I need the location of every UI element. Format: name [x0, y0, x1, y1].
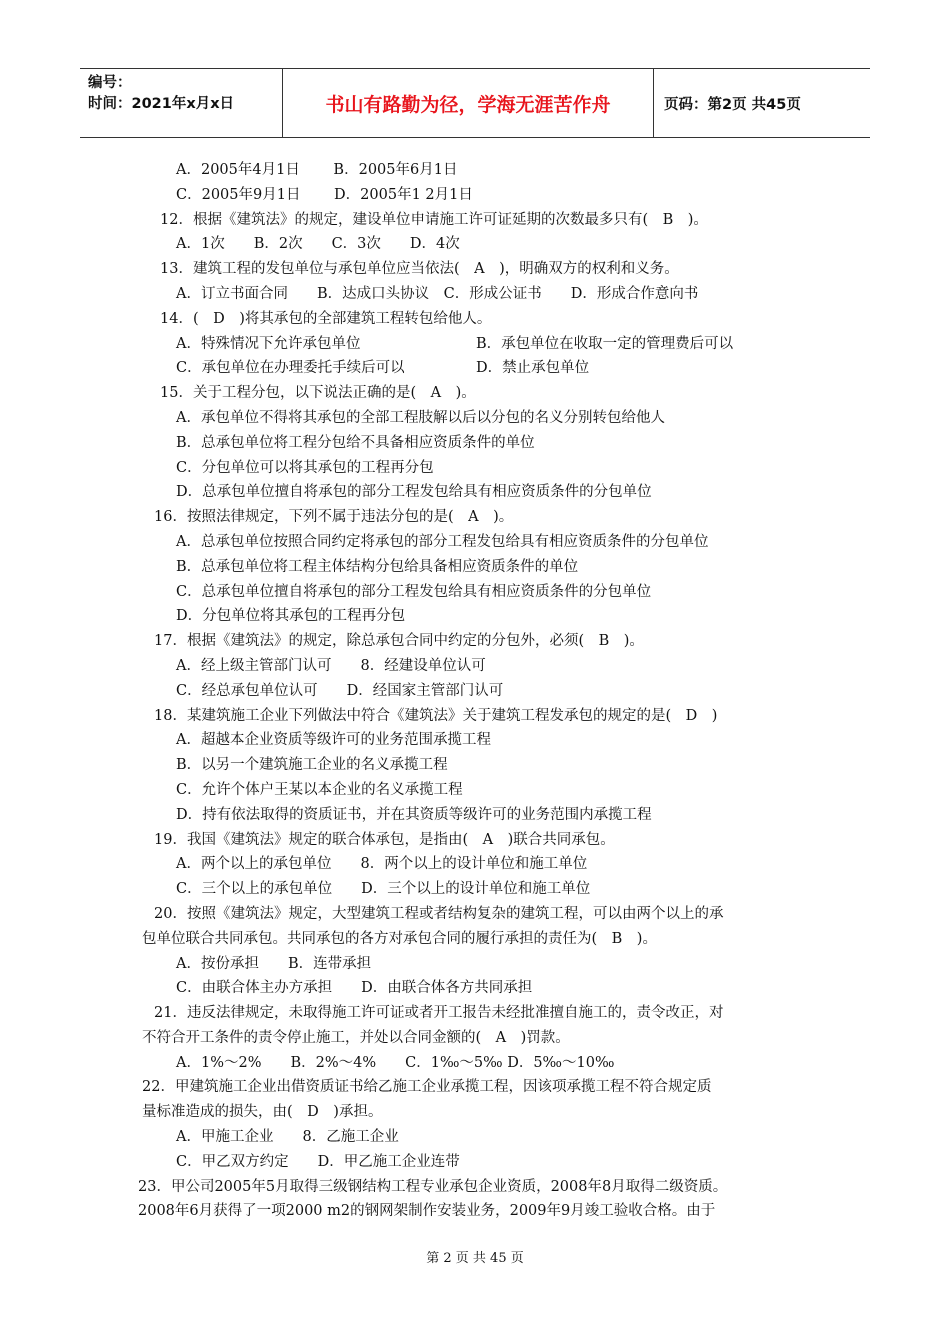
option-a: A．特殊情况下允许承包单位: [176, 335, 361, 352]
question-line: 不符合开工条件的责令停止施工，并处以合同金额的( A )罚款。: [142, 1029, 570, 1046]
option-line: D．持有依法取得的资质证书，并在其资质等级许可的业务范围内承揽工程: [176, 806, 652, 823]
option-line: B．总承包单位将工程分包给不具备相应资质条件的单位: [176, 434, 535, 451]
option-line: A．2005年4月1日 B．2005年6月1日: [176, 162, 458, 178]
option-line: B．以另一个建筑施工企业的名义承揽工程: [176, 757, 448, 774]
option-line: [142, 332, 842, 357]
option-line: C．甲乙双方约定 D．甲乙施工企业连带: [176, 1153, 460, 1170]
option-line: A．按份承担 B．连带承担: [176, 955, 372, 972]
question-line: 18．某建筑施工企业下列做法中符合《建筑法》关于建筑工程发承包的规定的是( D ): [154, 707, 718, 724]
page-footer: 第 2 页 共 45 页: [426, 1251, 524, 1266]
question-line: 量标准造成的损失，由( D )承担。: [142, 1104, 383, 1121]
question-line: 包单位联合共同承包。共同承包的各方对承包合同的履行承担的责任为( B )。: [142, 930, 657, 947]
option-c: C．承包单位在办理委托手续后可以: [176, 360, 405, 377]
document-body: [138, 158, 842, 1224]
question-line: 15．关于工程分包，以下说法正确的是( A )。: [160, 385, 476, 402]
option-b: B．承包单位在收取一定的管理费后可以: [476, 335, 734, 352]
question-line: 13．建筑工程的发包单位与承包单位应当依法( A )，明确双方的权利和义务。: [160, 261, 679, 278]
question-line: 20．按照《建筑法》规定，大型建筑工程或者结构复杂的建筑工程，可以由两个以上的承: [154, 905, 724, 922]
option-line: C．由联合体主办方承担 D．由联合体各方共同承担: [176, 980, 533, 997]
header-meta: [80, 69, 283, 137]
option-line: A．订立书面合同 B．达成口头协议 C．形成公证书 D．形成合作意向书: [176, 285, 699, 302]
document-time: 时间：2021年x月x日: [88, 96, 235, 112]
option-line: C．2005年9月1日 D．2005年1 2月1日: [176, 186, 473, 203]
option-line: C．允许个体户王某以本企业的名义承揽工程: [176, 781, 463, 798]
option-line: C．三个以上的承包单位 D．三个以上的设计单位和施工单位: [176, 881, 591, 898]
header-page-info: 页码：第2页 共45页: [664, 96, 801, 113]
option-d: D．禁止承包单位: [476, 360, 590, 377]
question-line: 22．甲建筑施工企业出借资质证书给乙施工企业承揽工程，因该项承揽工程不符合规定质: [142, 1079, 712, 1096]
question-line: 17．根据《建筑法》的规定，除总承包合同中约定的分包外，必须( B )。: [154, 633, 644, 650]
page-header: [80, 68, 870, 138]
question-line: 21．违反法律规定，未取得施工许可证或者开工报告未经批准擅自施工的，责令改正，对: [154, 1005, 724, 1022]
question-line: 2008年6月获得了一项2000 m2的钢网架制作安装业务，2009年9月竣工验收合格。由于: [138, 1203, 716, 1220]
option-line: B．总承包单位将工程主体结构分包给具备相应资质条件的单位: [176, 558, 579, 575]
option-line: A．经上级主管部门认可 8．经建设单位认可: [176, 657, 486, 674]
option-line: C．分包单位可以将其承包的工程再分包: [176, 459, 434, 476]
question-line: 12．根据《建筑法》的规定，建设单位申请施工许可证延期的次数最多只有( B )。: [160, 211, 708, 228]
option-line: D．总承包单位擅自将承包的部分工程发包给具有相应资质条件的分包单位: [176, 484, 652, 501]
question-line: 19．我国《建筑法》规定的联合体承包，是指由( A )联合共同承包。: [154, 831, 615, 848]
option-line: A．超越本企业资质等级许可的业务范围承揽工程: [176, 732, 491, 749]
option-line: C．总承包单位擅自将承包的部分工程发包给具有相应资质条件的分包单位: [176, 583, 652, 600]
question-line: 16．按照法律规定，下列不属于违法分包的是( A )。: [154, 509, 514, 526]
option-line: A．总承包单位按照合同约定将承包的部分工程发包给具有相应资质条件的分包单位: [176, 533, 709, 550]
option-line: C．经总承包单位认可 D．经国家主管部门认可: [176, 682, 504, 699]
option-line: A．两个以上的承包单位 8．两个以上的设计单位和施工单位: [176, 856, 588, 873]
option-line: A．1次 B．2次 C．3次 D．4次: [176, 236, 460, 253]
question-line: 23．甲公司2005年5月取得三级钢结构工程专业承包企业资质，2008年8月取得二级资质。: [138, 1178, 728, 1195]
option-line: D．分包单位将其承包的工程再分包: [176, 608, 406, 625]
header-motto: 书山有路勤为径，学海无涯苦作舟: [283, 69, 654, 137]
document-number-label: 编号：: [88, 75, 132, 91]
question-line: 14．( D )将其承包的全部建筑工程转包给他人。: [160, 310, 492, 327]
option-line: A．承包单位不得将其承包的全部工程肢解以后以分包的名义分别转包给他人: [176, 409, 665, 426]
option-line: A．甲施工企业 8．乙施工企业: [176, 1129, 399, 1146]
option-line: A．1%～2% B．2%～4% C．1‰～5‰ D．5‰～10‰: [176, 1054, 615, 1071]
option-line: [142, 356, 842, 381]
